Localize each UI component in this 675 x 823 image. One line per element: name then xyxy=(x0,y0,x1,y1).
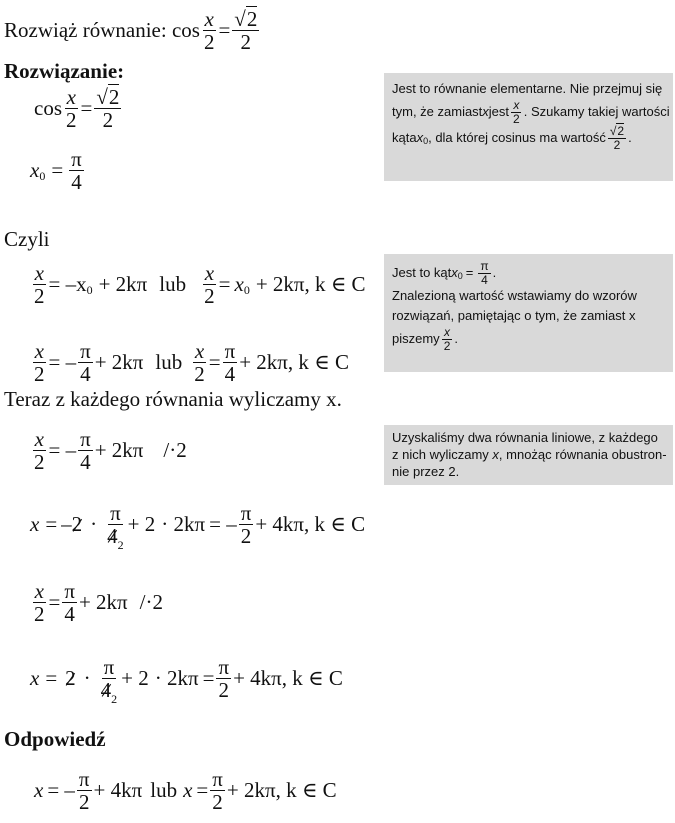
teraz-heading: Teraz z każdego równania wyliczamy x. xyxy=(4,387,342,411)
note-elementary-equation: Jest to równanie elementarne. Nie przejmuj się tym, że zamiast x jest $\frac{x}{2}$ . Szukamy takiej wartości kąta x 0 , dla której cosinus ma wartość $\frac{√2}{2}$ . xyxy=(384,73,673,181)
task-line: Rozwiąż równanie: cos $\frac{x}{2}$ = $\frac{√2}{2}$ xyxy=(4,7,258,55)
czyli-heading: Czyli xyxy=(4,227,50,251)
task-fraction-x-2: $\frac{x}{2}$ xyxy=(203,7,215,55)
note-angle-value: Jest to kąt x 0 = $\frac{\pi}{4}$ . Znalezioną wartość wstawiamy do wzorów rozwiązań, pamiętając o tym, że zamiast x piszemy $\frac{x}{2}$ . xyxy=(384,254,673,372)
answer-heading: Odpowiedź xyxy=(4,727,106,751)
note-linear-equations: Uzyskaliśmy dwa równania liniowe, z każdego z nich wyliczamy x, mnożąc równania obustron- nie przez 2. xyxy=(384,425,673,485)
task-prefix: Rozwiąż równanie: cos xyxy=(4,18,200,43)
equation-second-result: x = 2 · $\frac{\pi}{4_2}$ + 2 · 2kπ = $\frac{\pi}{2}$ + 4kπ , k ∈ C xyxy=(30,655,343,707)
equation-general: $\frac{x}{2}$ = –x 0 + 2kπ lub $\frac{x}{2}$ = x 0 + 2kπ , k ∈ C xyxy=(34,261,366,309)
solution-heading: Rozwiązanie: xyxy=(4,59,125,83)
equation-first-multiply: $\frac{x}{2}$ = – $\frac{\pi}{4}$ + 2kπ /·2 xyxy=(34,427,187,475)
equation-x0: x 0 = $\frac{\pi}{4}$ xyxy=(30,147,82,195)
equation-cos: cos $\frac{x}{2}$ = $\frac{√2}{2}$ xyxy=(34,85,120,133)
task-fraction-sqrt2-2: $\frac{√2}{2}$ xyxy=(234,7,258,55)
equation-substituted: $\frac{x}{2}$ = – $\frac{\pi}{4}$ + 2kπ lub $\frac{x}{2}$ = $\frac{\pi}{4}$ + 2kπ , k ∈ C xyxy=(34,339,349,387)
equation-second-multiply: $\frac{x}{2}$ = $\frac{\pi}{4}$ + 2kπ /·2 xyxy=(34,579,163,627)
answer-equation: x = – $\frac{\pi}{2}$ + 4kπ lub x = $\frac{\pi}{2}$ + 2kπ , k ∈ C xyxy=(34,767,337,815)
equation-first-result: x = – 2 · $\frac{\pi}{4_2}$ + 2 · 2kπ = – $\frac{\pi}{2}$ + 4kπ , k ∈ C xyxy=(30,501,366,553)
